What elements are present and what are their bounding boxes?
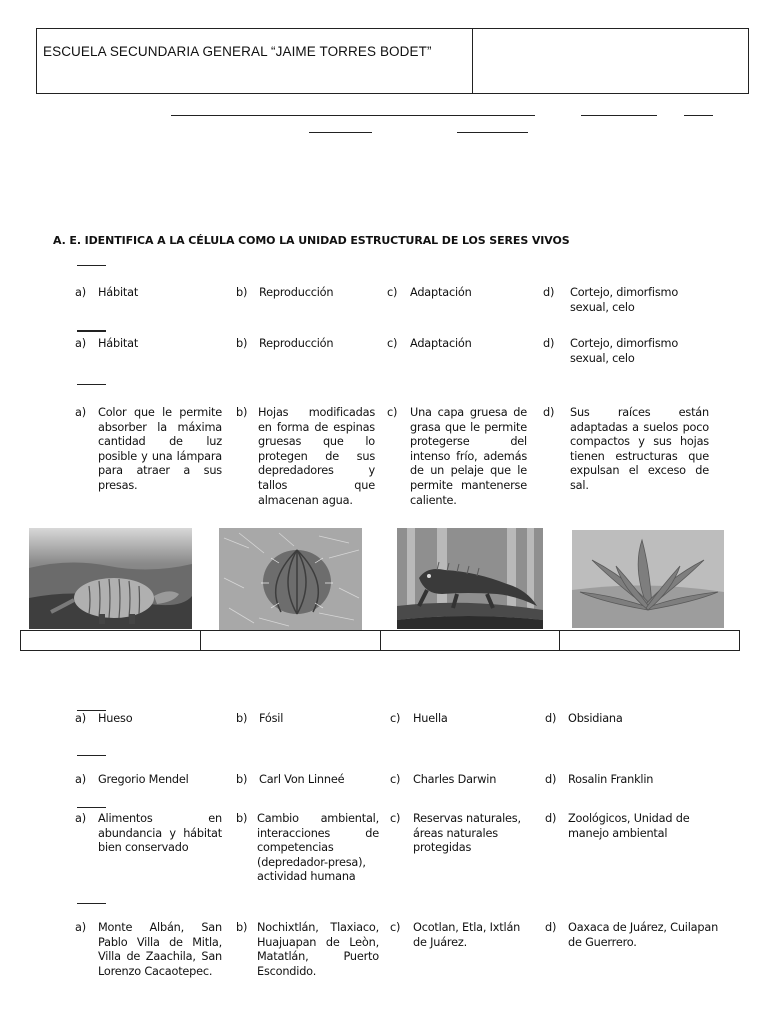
image-label-row: [20, 630, 740, 651]
answer-line-2[interactable]: [77, 330, 106, 332]
answer-line-6[interactable]: [77, 807, 106, 808]
school-name: ESCUELA SECUNDARIA GENERAL “JAIME TORRES BODET”: [37, 29, 473, 93]
answer-line-1[interactable]: [77, 265, 106, 266]
answer-line-5[interactable]: [77, 755, 106, 756]
section-title: A. E. IDENTIFICA A LA CÉLULA COMO LA UNIDAD ESTRUCTURAL DE LOS SERES VIVOS: [53, 234, 570, 247]
answer-line-4[interactable]: [77, 710, 106, 711]
iguana-icon: [397, 528, 543, 629]
label-field-3[interactable]: [381, 631, 561, 650]
group-line: [581, 115, 657, 116]
armadillo-photo: [29, 528, 192, 629]
label-field-2[interactable]: [201, 631, 381, 650]
number-line: [684, 115, 713, 116]
name-line: [171, 115, 535, 116]
grade-line: [457, 132, 528, 133]
cactus-photo: [219, 528, 362, 630]
agave-icon: [572, 530, 724, 628]
label-field-1[interactable]: [21, 631, 201, 650]
cactus-icon: [219, 528, 362, 630]
answer-line-3[interactable]: [77, 384, 106, 385]
armadillo-icon: [29, 528, 192, 629]
answer-line-7[interactable]: [77, 903, 106, 904]
agave-photo: [572, 530, 724, 628]
school-header-box: [36, 28, 749, 94]
header-blank-field: [473, 29, 748, 93]
label-field-4[interactable]: [560, 631, 739, 650]
iguana-photo: [397, 528, 543, 629]
date-line: [309, 132, 372, 133]
